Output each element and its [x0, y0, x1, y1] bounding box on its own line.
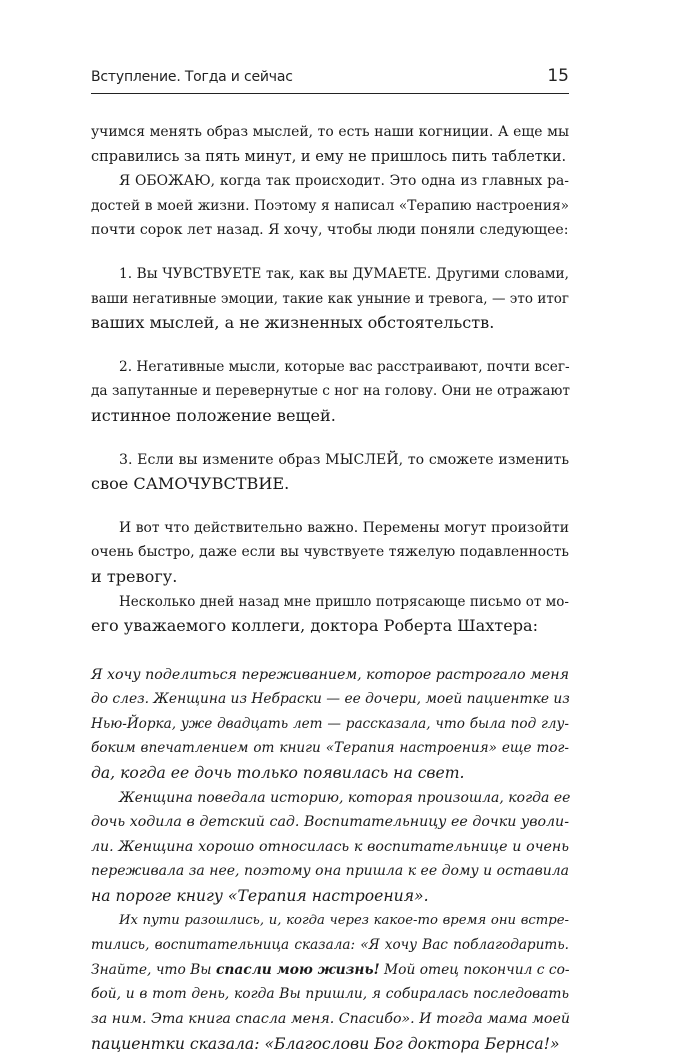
text-line: очень быстро, даже если вы чувствуете тяжелую подавленность: [91, 544, 569, 561]
list-item: [91, 448, 569, 497]
text-line: Их пути разошлись, и, когда через какое-то время они встре-: [119, 912, 569, 928]
text-line: Женщина поведала историю, которая произошла, когда ее: [119, 789, 571, 806]
page-number: 15: [547, 66, 569, 86]
running-header: [91, 66, 569, 94]
paragraph: [91, 120, 569, 169]
text-line: свое САМОЧУВСТВИЕ.: [91, 474, 290, 494]
text-line: ваши негативные эмоции, такие как уныние и тревога, — это итог: [91, 290, 569, 307]
text-line: да запутанные и перевернутые с ног на голову. Они не отражают: [91, 383, 570, 400]
text-line: бой, и в тот день, когда Вы пришли, я собиралась последовать: [91, 986, 569, 1003]
text-segment: Знайте, что Вы: [91, 961, 216, 978]
text-line: [91, 958, 569, 983]
text-line: его уважаемого коллеги, доктора Роберта Шахтера:: [91, 616, 539, 636]
text-line: достей в моей жизни. Поэтому я написал «Терапию настроения»: [91, 197, 569, 214]
text-line: до слез. Женщина из Небраски — ее дочери, моей пациентке из: [91, 691, 570, 708]
text-line: за ним. Эта книга спасла меня. Спасибо». И тогда мама моей: [91, 1011, 570, 1027]
text-line: И вот что действительно важно. Перемены могут произойти: [119, 519, 569, 536]
text-line: боким впечатлением от книги «Терапия настроения» еще тог-: [91, 740, 569, 757]
text-line: переживала за нее, поэтому она пришла к ее дому и оставила: [91, 863, 569, 880]
emphasis: спасли мою жизнь!: [215, 961, 380, 978]
text-line: 2. Негативные мысли, которые вас расстраивают, почти всег-: [119, 358, 570, 375]
text-line: да, когда ее дочь только появилась на свет.: [91, 764, 465, 783]
text-line: 3. Если вы измените образ МЫСЛЕЙ, то сможете изменить: [119, 451, 569, 468]
text-line: пациентки сказала: «Благослови Бог доктора Бернса!»: [91, 1034, 560, 1053]
text-line: и тревогу.: [91, 566, 178, 586]
quoted-letter: [91, 663, 569, 1056]
text-line: ли. Женщина хорошо относилась к воспитательнице и очень: [91, 838, 569, 855]
text-line: Нью-Йорка, уже двадцать лет — рассказала, что была под глу-: [91, 715, 569, 732]
paragraph: [91, 169, 569, 243]
paragraph: [91, 590, 569, 639]
text-line: дочь ходила в детский сад. Воспитательницу ее дочки уволи-: [91, 814, 569, 831]
text-line: учимся менять образ мыслей, то есть наши когниции. А еще мы: [91, 124, 569, 140]
text-line: на пороге книгу «Терапия настроения».: [91, 887, 429, 906]
text-line: Я ОБОЖАЮ, когда так происходит. Это одна из главных ра-: [119, 173, 569, 190]
text-line: истинное положение вещей.: [91, 405, 336, 425]
text-line: почти сорок лет назад. Я хочу, чтобы люди поняли следующее:: [91, 222, 569, 239]
paragraph: [91, 516, 569, 590]
text-line: 1. Вы ЧУВСТВУЕТЕ так, как вы ДУМАЕТЕ. Другими словами,: [119, 265, 569, 282]
text-line: тились, воспитательница сказала: «Я хочу Вас поблагодарить.: [91, 937, 569, 954]
text-line: Я хочу поделиться переживанием, которое растрогало меня: [91, 666, 569, 683]
text-line: справились за пять минут, и ему не пришлось пить таблетки.: [91, 148, 567, 165]
text-line: ваших мыслей, а не жизненных обстоятельств.: [91, 313, 495, 333]
main-text: [91, 120, 569, 1056]
list-item: [91, 262, 569, 336]
text-segment: Мой отец покончил с со-: [379, 961, 570, 978]
list-item: [91, 355, 569, 429]
text-line: Несколько дней назад мне пришло потрясающе письмо от мо-: [119, 593, 569, 610]
chapter-title: Вступление. Тогда и сейчас: [91, 69, 293, 85]
